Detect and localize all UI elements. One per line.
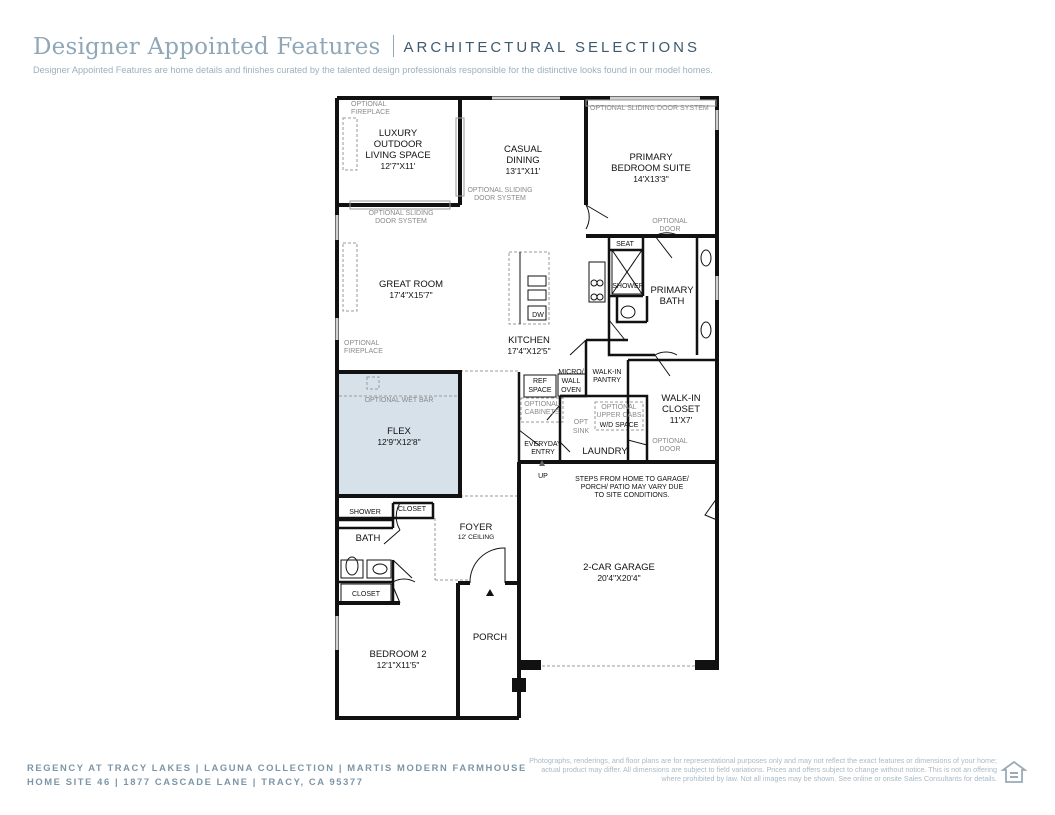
label-ref-1: REF: [533, 378, 547, 385]
page-subtitle: Designer Appointed Features are home details and finishes curated by the talented design professionals responsible for the distinctive looks found in our model homes.: [33, 65, 713, 75]
room-primary-bath-line2: BATH: [659, 296, 685, 307]
toilet-icon: [621, 306, 635, 318]
room-walkin-closet-size: 11'X7': [669, 415, 693, 425]
equal-housing-icon: [1001, 760, 1027, 784]
label-steps-3: TO SITE CONDITIONS.: [594, 492, 670, 499]
label-micro-3: OVEN: [561, 387, 581, 394]
footer-legal: Photographs, renderings, and floor plans are for representational purposes only and may not reflect the exact features or dimensions of your home; actual product may differ. All dimensions are subject to field variations. Prices and offers subject to change without notice. This is not an offering where prohibited by law. Not all images may be shown. See online or onsite Sales Consultants for details.: [529, 756, 997, 784]
label-opt-cabinets-1: OPTIONAL: [524, 401, 560, 408]
label-opt-fireplace-top-1: OPTIONAL: [351, 101, 387, 108]
label-up: UP: [538, 473, 548, 480]
label-opt-door-closet-1: OPTIONAL: [652, 438, 688, 445]
post: [517, 660, 541, 670]
label-wd-space: W/D SPACE: [599, 422, 639, 429]
label-micro-2: WALL: [561, 378, 581, 385]
page-title: Designer Appointed Features: [33, 34, 381, 60]
room-great-room: GREAT ROOM: [378, 279, 444, 290]
label-opt-sliding-dining-1: OPTIONAL SLIDING: [467, 187, 533, 194]
room-walkin-closet-line2: CLOSET: [661, 404, 701, 415]
label-opt-upper-cabs-2: UPPER CABS: [596, 412, 642, 419]
sink-icon: [701, 322, 711, 338]
post: [512, 678, 526, 692]
room-foyer-ceiling: 12' CEILING: [457, 534, 495, 541]
room-flex: FLEX: [387, 426, 411, 437]
door-bath-2: [393, 560, 415, 582]
label-opt-sliding-dining-2: DOOR SYSTEM: [474, 195, 526, 202]
door-optional-closet: [628, 440, 647, 445]
room-outdoor-line2: OUTDOOR: [373, 139, 423, 150]
entry-arrow-icon: [486, 589, 494, 596]
room-dining-size: 13'1"X11': [505, 166, 541, 176]
label-opt-door-bed-1: OPTIONAL: [652, 218, 688, 225]
burner-icon: [591, 294, 597, 300]
label-dw: DW: [532, 312, 544, 319]
label-walkin-pantry-2: PANTRY: [593, 377, 621, 384]
optional-fireplace-bottom: [343, 243, 357, 311]
label-opt-sink-1: OPT: [573, 419, 589, 426]
room-kitchen-size: 17'4"X12'5": [507, 346, 551, 356]
label-opt-cabinets-2: CABINETS: [524, 409, 560, 416]
label-opt-sliding-great-1: OPTIONAL SLIDING: [368, 210, 434, 217]
label-micro-1: MICRO/: [558, 369, 584, 376]
room-outdoor-line1: LUXURY: [378, 128, 418, 139]
label-steps-2: PORCH/ PATIO MAY VARY DUE: [580, 484, 684, 491]
sink-icon: [528, 276, 546, 286]
label-opt-door-bed-2: DOOR: [659, 226, 681, 233]
room-bath: BATH: [355, 533, 381, 544]
post: [695, 660, 719, 670]
door-closet: [655, 352, 677, 376]
label-opt-sliding-top: OPTIONAL SLIDING DOOR SYSTEM: [590, 105, 709, 112]
room-primary-bedroom-line2: BEDROOM SUITE: [611, 163, 691, 174]
sink-icon: [373, 564, 387, 574]
sink-icon: [528, 290, 546, 300]
room-porch: PORCH: [472, 632, 508, 643]
burner-icon: [597, 294, 603, 300]
room-primary-bedroom-size: 14'X13'3": [633, 174, 669, 184]
label-opt-sliding-great-2: DOOR SYSTEM: [375, 218, 427, 225]
label-bath-shower: SHOWER: [349, 509, 381, 516]
room-primary-bath-line1: PRIMARY: [650, 285, 694, 296]
footer-line1: REGENCY AT TRACY LAKES | LAGUNA COLLECTION | MARTIS MODERN FARMHOUSE: [27, 762, 527, 773]
door-bedroom: [586, 205, 608, 229]
room-dining-line2: DINING: [506, 155, 540, 166]
label-opt-wet-bar: OPTIONAL WET BAR: [364, 397, 434, 404]
room-bedroom2-size: 12'1"X11'5": [376, 660, 420, 670]
room-laundry: LAUNDRY: [582, 446, 628, 457]
room-garage-size: 20'4"X20'4": [597, 573, 641, 583]
label-opt-fireplace-bottom-1: OPTIONAL: [344, 340, 380, 347]
label-shower: SHOWER: [612, 283, 644, 290]
footer-line2: HOME SITE 46 | 1877 CASCADE LANE | TRACY, CA 95377: [27, 776, 364, 787]
label-opt-upper-cabs-1: OPTIONAL: [601, 404, 637, 411]
room-bedroom2: BEDROOM 2: [369, 649, 427, 660]
burner-icon: [597, 280, 603, 286]
room-garage: 2-CAR GARAGE: [583, 562, 655, 573]
label-walkin-pantry-1: WALK-IN: [592, 369, 622, 376]
room-outdoor-line3: LIVING SPACE: [365, 150, 431, 161]
label-seat: SEAT: [616, 241, 634, 248]
label-opt-fireplace-bottom-2: FIREPLACE: [344, 348, 383, 355]
label-ref-2: SPACE: [528, 387, 552, 394]
room-flex-size: 12'9"X12'8": [377, 437, 421, 447]
footer-address: [27, 761, 527, 789]
door-front: [470, 548, 505, 583]
label-opt-fireplace-top-2: FIREPLACE: [351, 109, 390, 116]
label-steps-1: STEPS FROM HOME TO GARAGE/: [575, 476, 689, 483]
label-opt-door-closet-2: DOOR: [659, 446, 681, 453]
optional-fireplace-top: [343, 118, 357, 170]
door-pantry: [570, 340, 586, 355]
section-title: ARCHITECTURAL SELECTIONS: [403, 39, 700, 56]
room-primary-bedroom-line1: PRIMARY: [629, 152, 673, 163]
room-great-room-size: 17'4"X15'7": [389, 290, 433, 300]
label-closet-bath: CLOSET: [397, 506, 427, 513]
room-outdoor-size: 12'7"X11': [380, 161, 416, 171]
label-opt-sink-2: SINK: [572, 428, 590, 435]
sink-icon: [701, 250, 711, 266]
label-everyday-2: ENTRY: [531, 449, 555, 456]
room-kitchen: KITCHEN: [508, 335, 550, 346]
burner-icon: [591, 280, 597, 286]
room-dining-line1: CASUAL: [503, 144, 543, 155]
label-closet-bed: CLOSET: [351, 591, 381, 598]
label-everyday-1: EVERYDAY: [524, 441, 562, 448]
room-foyer: FOYER: [459, 522, 493, 533]
room-walkin-closet-line1: WALK-IN: [661, 393, 701, 404]
